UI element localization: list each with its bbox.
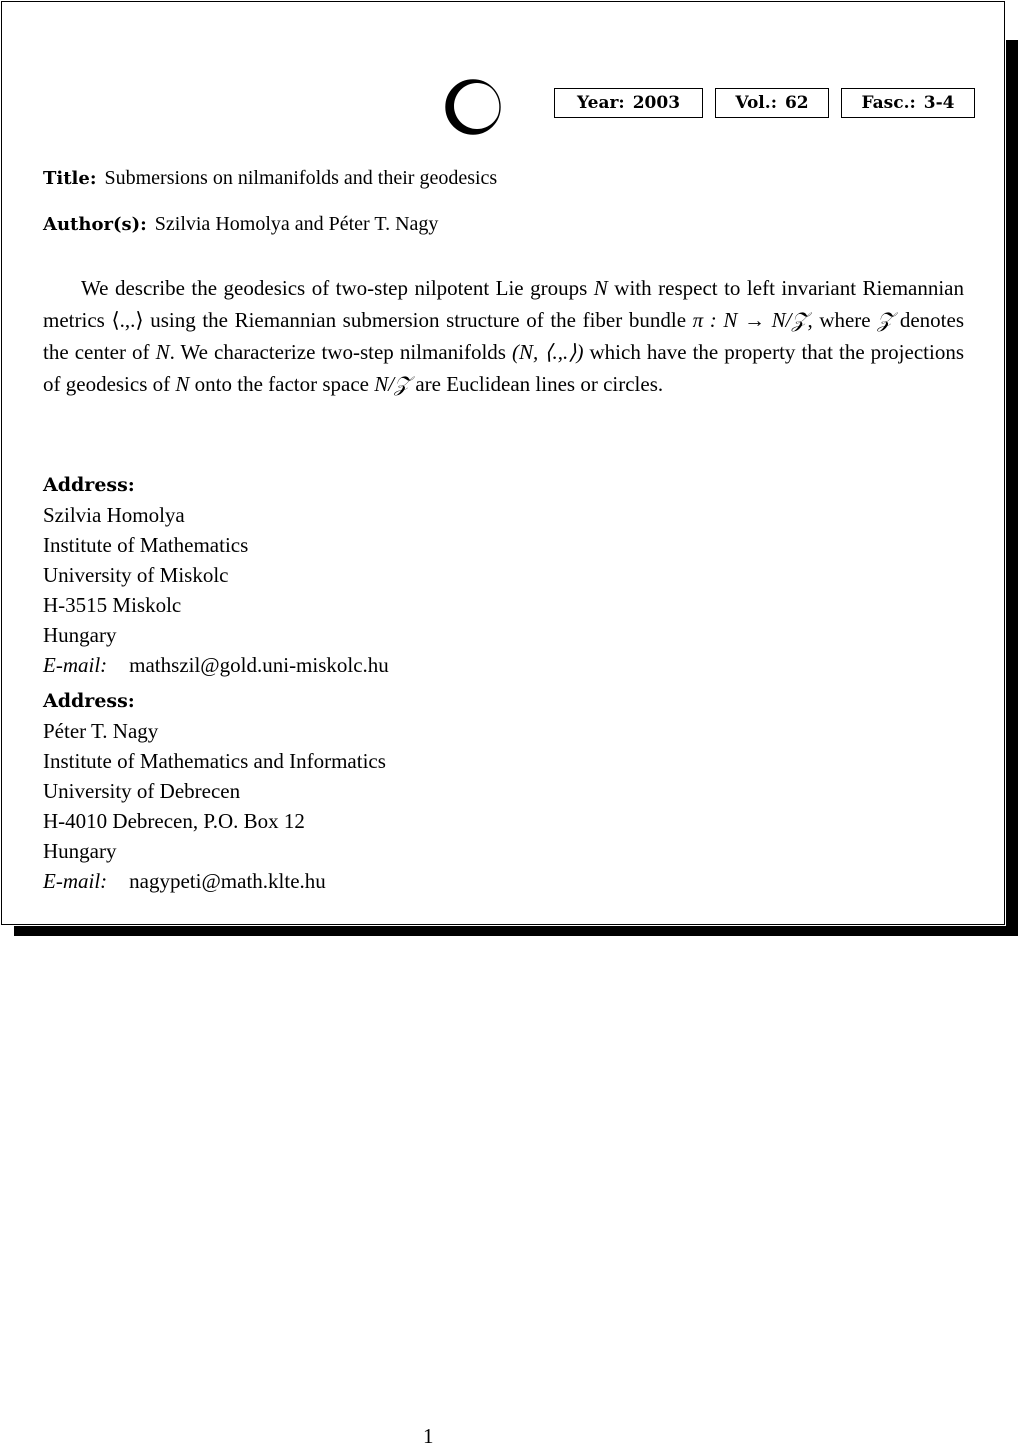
- abstract-text: , where: [807, 308, 878, 332]
- title-row: [43, 167, 497, 190]
- address-line: Hungary: [43, 623, 117, 647]
- year-box: [554, 88, 703, 118]
- address-line: Hungary: [43, 839, 117, 863]
- email-label: E-mail:: [43, 653, 108, 677]
- abstract-text: denotes the center of: [43, 308, 964, 364]
- email-line: [43, 650, 389, 680]
- address-line: University of Miskolc: [43, 563, 229, 587]
- card-shadow-bottom: [14, 926, 1018, 936]
- address-line: Institute of Mathematics and Informatics: [43, 749, 386, 773]
- abstract-text: are Euclidean lines or circles.: [410, 372, 664, 396]
- paper-title: Submersions on nilmanifolds and their geodesics: [104, 167, 498, 189]
- abstract-text: . We characterize two-step nilmanifolds: [169, 340, 513, 364]
- title-label: Title:: [43, 168, 97, 189]
- authors-label: Author(s):: [43, 214, 147, 235]
- address-line: Institute of Mathematics: [43, 533, 249, 557]
- math-metric: ⟨.,.⟩: [111, 308, 144, 332]
- year-value: 2003: [632, 93, 681, 113]
- address-block-2: [43, 686, 386, 896]
- address-line: University of Debrecen: [43, 779, 241, 803]
- crescent-logo-icon: [445, 78, 503, 136]
- abstract-text: using the Riemannian submersion structure of the fiber bundle: [143, 308, 693, 332]
- math-bundle: π : N → N/𝒵: [692, 308, 808, 332]
- abstract-text: We describe the geodesics of two-step nilpotent Lie groups: [81, 276, 594, 300]
- fascicle-label: Fasc.:: [861, 93, 916, 113]
- page-number: 1: [423, 1424, 434, 1448]
- email-address[interactable]: mathszil@gold.uni-miskolc.hu: [129, 653, 389, 677]
- volume-box: [715, 88, 829, 118]
- address-line: H-3515 Miskolc: [43, 593, 182, 617]
- year-label: Year:: [576, 93, 625, 113]
- abstract-text: with respect to left invariant Riemannian metrics: [43, 276, 965, 332]
- volume-label: Vol.:: [735, 93, 777, 113]
- address-line: Péter T. Nagy: [43, 719, 159, 743]
- address-block-1: [43, 470, 389, 680]
- authors-row: [43, 213, 438, 236]
- address-line: H-4010 Debrecen, P.O. Box 12: [43, 809, 305, 833]
- math-z: 𝒵: [877, 308, 894, 332]
- email-line: [43, 866, 386, 896]
- address-heading: Address:: [43, 474, 135, 496]
- email-address[interactable]: nagypeti@math.klte.hu: [129, 869, 326, 893]
- address-heading: Address:: [43, 690, 135, 712]
- math-n: N: [155, 340, 170, 364]
- card-shadow-right: [1006, 40, 1018, 936]
- abstract-text: which have the property that the projections of geodesics of: [43, 340, 964, 396]
- math-quotient: N/𝒵: [374, 372, 411, 396]
- address-line: Szilvia Homolya: [43, 503, 185, 527]
- paper-authors: Szilvia Homolya and Péter T. Nagy: [154, 213, 439, 235]
- math-n: N: [593, 276, 608, 300]
- math-n: N: [175, 372, 190, 396]
- fascicle-box: [841, 88, 975, 118]
- abstract: [43, 272, 964, 400]
- fascicle-value: 3-4: [923, 93, 955, 113]
- email-label: E-mail:: [43, 869, 108, 893]
- volume-value: 62: [784, 93, 809, 113]
- math-pair: (N, ⟨.,.⟩): [512, 340, 584, 364]
- abstract-text: onto the factor space: [189, 372, 375, 396]
